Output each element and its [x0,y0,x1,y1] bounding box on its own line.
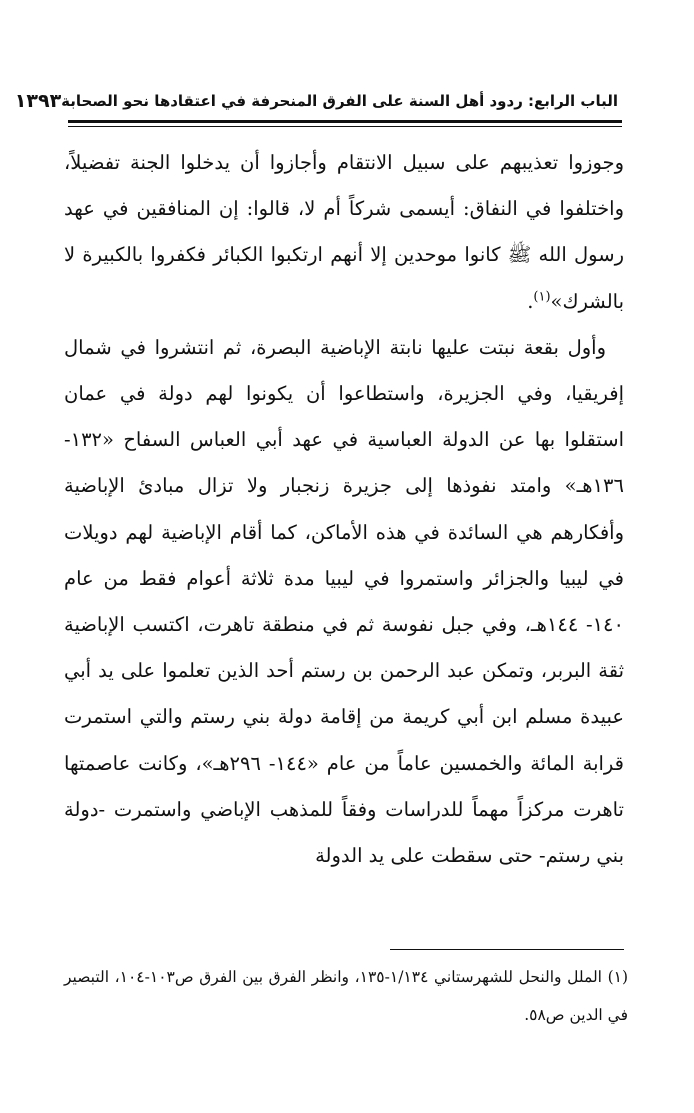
running-header [14,86,618,116]
header-rule-thick [68,120,622,123]
footnotes [64,958,628,1034]
paragraph [64,140,624,325]
paragraph-text: وجوزوا تعذيبهم على سبيل الانتقام وأجازوا أن يدخلوا الجنة تفضيلاً، واختلفوا في النفاق: أيسمى شركاً أم لا، قالوا: إن المنافقين في عهد رسول الله ﷺ كانوا موحدين إلا أنهم ارتكبوا الكبائر فكفروا بالكبيرة لا بالشرك» [64,151,624,313]
header-rule-thin [68,126,622,127]
page-number: ١٣٩٣ [14,90,62,112]
footnote-reference: (١) [533,289,551,305]
footnote: (١) الملل والنحل للشهرستاني ١/١٣٤-١٣٥، وانظر الفرق بين الفرق ص١٠٣-١٠٤، التبصير في الدين ص٥٨. [64,968,629,1024]
paragraph: وأول بقعة نبتت عليها نابتة الإباضية البصرة، ثم انتشروا في شمال إفريقيا، وفي الجزيرة، واستطاعوا أن يكونوا لهم دولة في عمان استقلوا بها عن الدولة العباسية في عهد أبي العباس السفاح «١٣٢- ١٣٦هـ» وامتد نفوذها إلى جزيرة زنجبار ولا تزال مبادئ الإباضية وأفكارهم هي السائدة في هذه الأماكن، كما أقام الإباضية لهم دويلات في ليبيا والجزائر واستمروا في ليبيا مدة ثلاثة أعوام فقط من عام ١٤٠- ١٤٤هـ، وفي جبل نفوسة ثم في منطقة تاهرت، اكتسب الإباضية ثقة البربر، وتمكن عبد الرحمن بن رستم أحد الذين تعلموا على يد أبي عبيدة مسلم ابن أبي كريمة من إقامة دولة بني رستم والتي استمرت قرابة المائة والخمسين عاماً من عام «١٤٤- ٢٩٦هـ»، وكانت عاصمتها تاهرت مركزاً مهماً للدراسات وفقاً للمذهب الإباضي واستمرت -دولة بني رستم- حتى سقطت على يد الدولة [64,335,624,868]
paragraph-end: . [527,289,534,313]
chapter-title: الباب الرابع: ردود أهل السنة على الفرق المنحرفة في اعتقادها نحو الصحابة [61,92,618,110]
footnote-separator [390,949,624,950]
body-text [64,140,624,879]
